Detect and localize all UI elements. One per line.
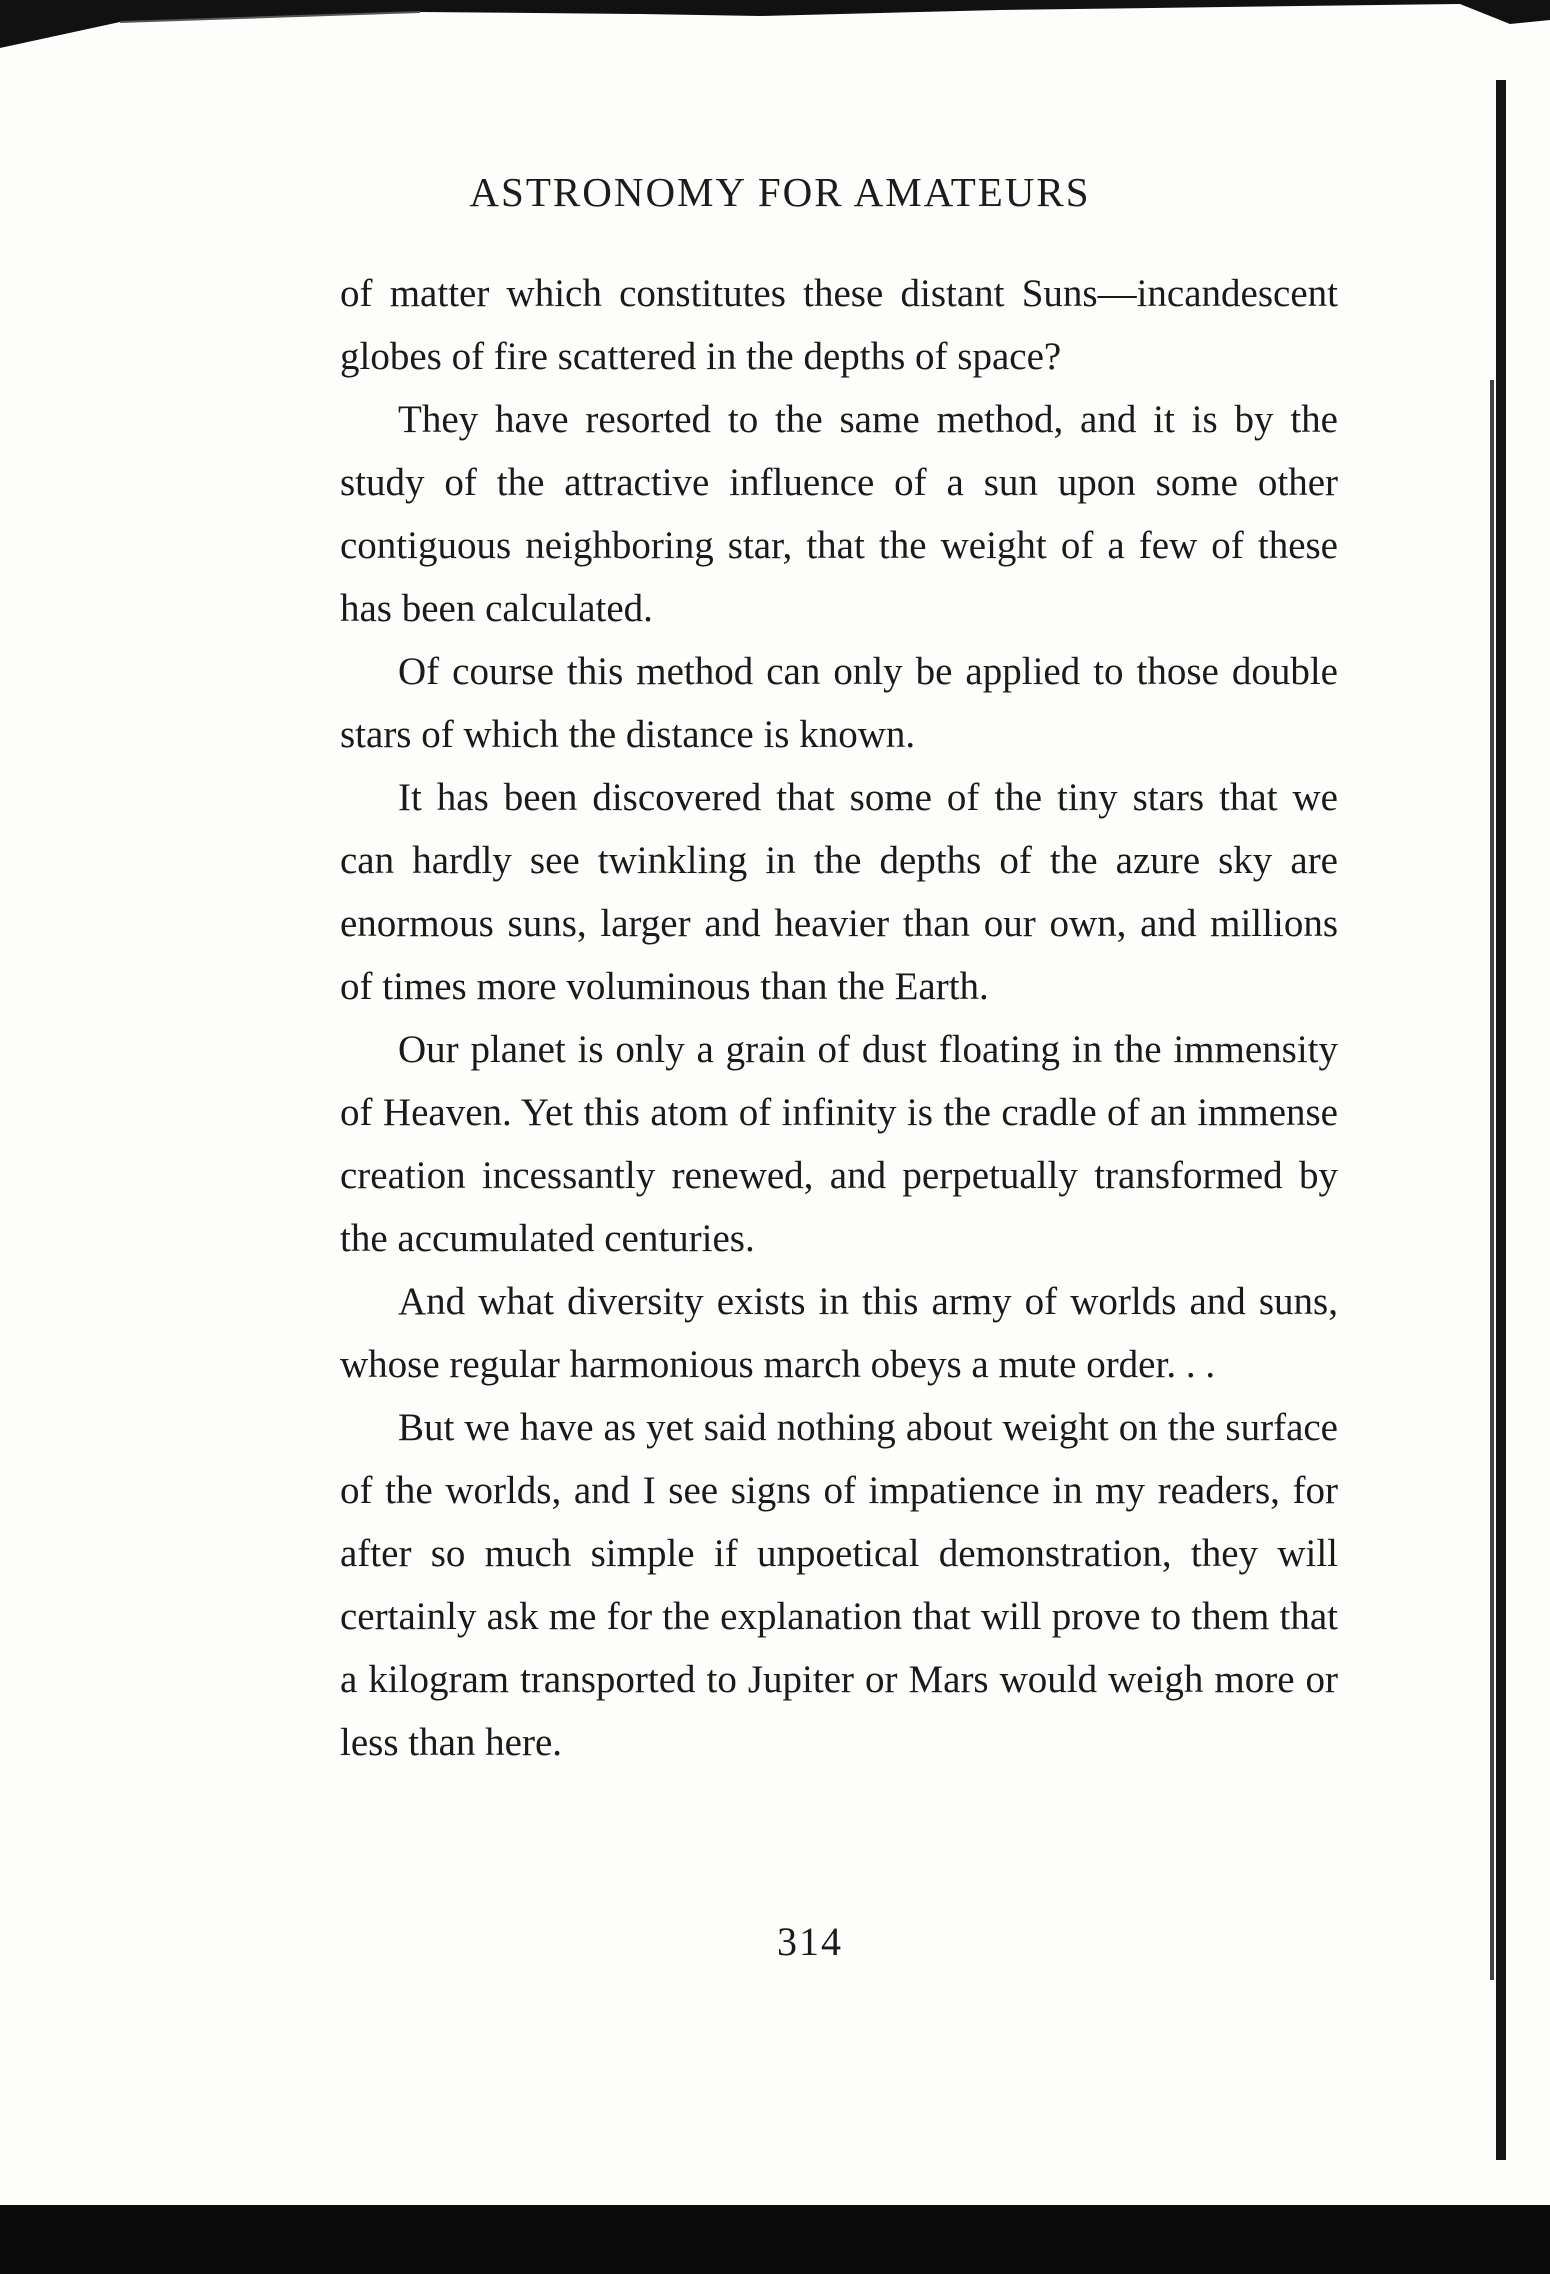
paragraph: Our planet is only a grain of dust floating in the immensity of Heaven. Yet this atom of infinity is the cradle of an immense creation incessantly renewed, and perpetually transformed by the accumulated centuries.	[340, 1028, 1338, 1260]
body-text	[340, 262, 1338, 1774]
paragraph: It has been discovered that some of the tiny stars that we can hardly see twinkling in the depths of the azure sky are enormous suns, larger and heavier than our own, and millions of times more voluminous than the Earth.	[340, 776, 1338, 1008]
paragraph: They have resorted to the same method, and it is by the study of the attractive influence of a sun upon some other contiguous neighboring star, that the weight of a few of these has been calculated.	[340, 398, 1338, 630]
paragraph: of matter which constitutes these distant Suns—incandescent globes of fire scattered in the depths of space?	[340, 272, 1338, 378]
scan-spine-edge	[1490, 80, 1530, 2160]
scan-top-edge	[0, 0, 1550, 60]
running-head: ASTRONOMY FOR AMATEURS	[469, 169, 1091, 215]
page-number: 314	[777, 1919, 843, 1964]
paragraph: Of course this method can only be applied to those double stars of which the distance is known.	[340, 650, 1338, 756]
scan-bottom-edge	[0, 2205, 1550, 2274]
paragraph: And what diversity exists in this army of worlds and suns, whose regular harmonious march obeys a mute order. . .	[340, 1280, 1338, 1386]
paragraph: But we have as yet said nothing about weight on the surface of the worlds, and I see signs of impatience in my readers, for after so much simple if unpoetical demonstration, they will certainly ask me for the explanation that will prove to them that a kilogram transported to Jupiter or Mars would weigh more or less than here.	[340, 1406, 1338, 1764]
